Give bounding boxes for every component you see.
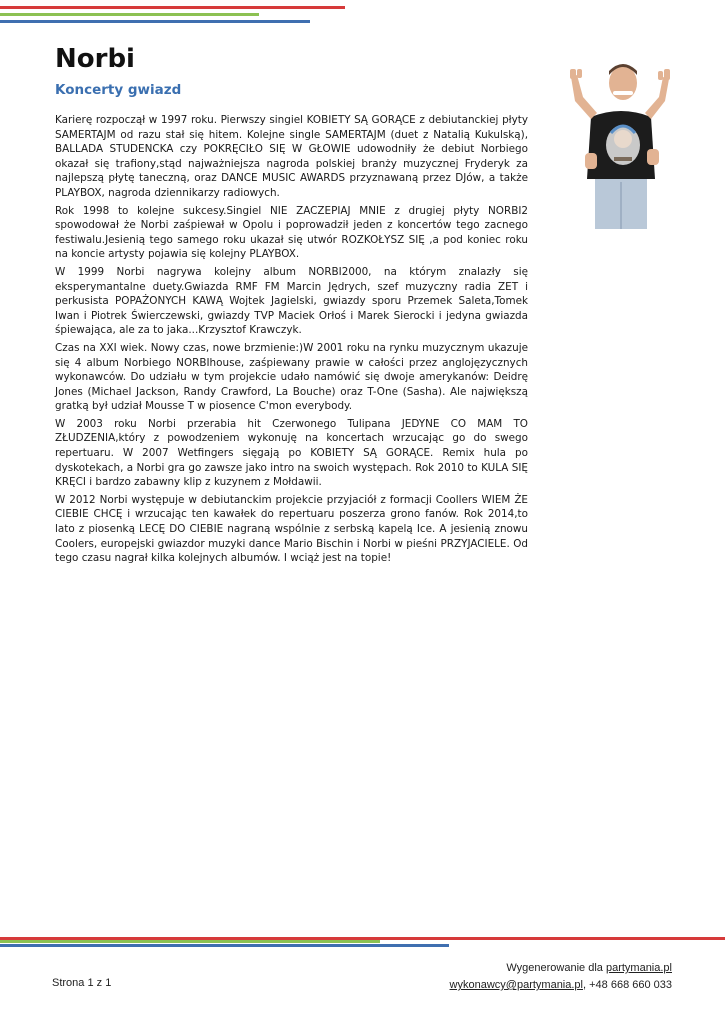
- page-title: Norbi: [55, 44, 135, 74]
- generated-line: [450, 960, 672, 977]
- artist-photo: [565, 57, 677, 229]
- contact-line: [450, 977, 672, 994]
- generated-prefix: Wygenerowanie dla: [506, 962, 606, 974]
- contact-phone: , +48 668 660 033: [583, 979, 672, 991]
- paragraph-3: W 1999 Norbi nagrywa kolejny album NORBI2000, na którym znalazły się eksperymantalne duety.Gwiazda RMF FM Marcin Jędrych, szef muzyczny radia ZET i perkusista POPAŻONYCH KAWĄ Wojtek Jagielski, gwiazdy sporu Przemek Saleta,Tomek Iwan i Piotrek Świerczewski, gwiazdy TVP Maciek Orłoś i Marek Sierocki i jedyna gwiazda śpiewająca, ale za to jaka...Krzysztof Krawczyk.: [55, 265, 528, 337]
- bottom-stripe-green: [0, 940, 380, 943]
- paragraph-1: Karierę rozpoczął w 1997 roku. Pierwszy singiel KOBIETY SĄ GORĄCE z debiutanckiej płyty SAMERTAJM od razu stał się hitem. Kolejne single SAMERTAJM (duet z Natalią Kukulską), BALLADA STUDENCKA czy POKRĘCIŁO SIĘ W GŁOWIE udowodniły że debiut Norbiego okazał się trafiony,stąd najważniejsza nagroda polskiej branży muzycznej Fryderyk za najlepszą płytę taneczną, oraz DANCE MUSIC AWARDS przyznawaną przez DJów, a także PLAYBOX, nagroda dziennikarzy radiowych.: [55, 114, 528, 199]
- page-subtitle: Koncerty gwiazd: [55, 82, 182, 98]
- top-stripe-blue: [0, 20, 310, 23]
- paragraph-2: Rok 1998 to kolejne sukcesy.Singiel NIE ZACZEPIAJ MNIE z drugiej płyty NORBI2 spowodował że Norbi zaśpiewał w Opolu i poprowadził jeden z koncertów tego zacnego festiwalu.Jesienią tego samego roku ukazał się utwór ROZKOŁYSZ SIĘ ,a pod koniec roku na koncie artysty pojawia się kolejny PLAYBOX.: [55, 204, 528, 261]
- article-body: [55, 113, 528, 569]
- paragraph-4: Czas na XXI wiek. Nowy czas, nowe brzmienie:)W 2001 roku na rynku muzycznym ukazuje się 4 album Norbiego NORBIhouse, zaśpiewany prawie w całości przez anglojęzycznych wykonawców. Do udziału w tym projekcie udało namówić się dwoje amerykanów: Deidrę Jones (Michael Jackson, Randy Crawford, La Bouche) oraz T-One (Sasha). Ale największą gratką był udział Mousse T w piosence C'mon everybody.: [55, 341, 528, 413]
- paragraph-6: W 2012 Norbi występuje w debiutanckim projekcie przyjaciół z formacji Coollers WIEM ŻE CIEBIE CHCĘ i wrzucając ten kawałek do repertuaru poszerza grono fanów. Rok 2014,to lato z piosenką LECĘ DO CIEBIE nagraną wspólnie z serbską kapelą Ice. A jesienią znowu Coolers, europejski gwiazdor muzyki dance Mario Bischin i Norbi w pieśni PRZYJACIELE. Od tego czasu nagrał kilka kolejnych albumów. I wciąż jest na topie!: [55, 493, 528, 565]
- paragraph-5: W 2003 roku Norbi przerabia hit Czerwonego Tulipana JEDYNE CO MAM TO ZŁUDZENIA,który z powodzeniem wykonuję na koncertach wrzucając go do swego repertuaru. W 2007 Wetfingers sięgają po KOBIETY SĄ GORĄCE. Remix hula po dyskotekach, a Norbi gra go zawsze jako intro na swoich występach. Rok 2010 to KULA SIĘ KRĘCI i bardzo zabawny klip z kuzynem z Mołdawii.: [55, 417, 528, 489]
- partymania-link[interactable]: partymania.pl: [605, 962, 672, 974]
- top-stripe-green: [0, 13, 259, 16]
- contact-email-link[interactable]: wykonawcy@partymania.pl: [449, 979, 583, 991]
- bottom-stripe-blue: [0, 944, 449, 947]
- top-stripe-red: [0, 6, 345, 9]
- footer-info: [450, 960, 672, 994]
- page-number: Strona 1 z 1: [52, 977, 112, 989]
